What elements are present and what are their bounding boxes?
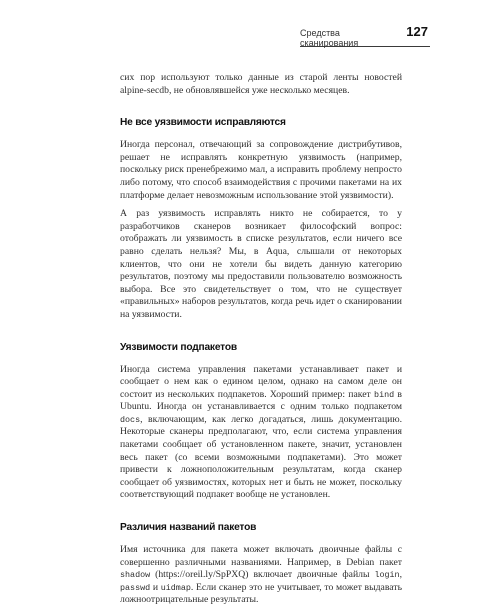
page-number: 127 <box>406 24 428 39</box>
s3-text-c: , <box>399 569 402 581</box>
s2-text-a: Иногда система управления пакетами устанавливает пакет и сообщает о нем как о едином целом, однако на самом деле он состоит из нескольких подпакетов. Хороший пример: пакет <box>120 363 402 400</box>
s3-text-b: (https://oreil.ly/SpPXQ) включает двоичные файлы <box>150 569 375 581</box>
chapter-title: Средства сканирования <box>300 28 359 48</box>
section3-paragraph <box>120 544 402 607</box>
code-docs: docs <box>120 414 141 425</box>
page-body <box>120 72 402 607</box>
intro-text-end: , не обновлявшейся уже несколько месяцев. <box>168 84 350 96</box>
section2-paragraph <box>120 364 402 503</box>
s2-text-c: , включающим, как легко догадаться, лишь документацию. Некоторые сканеры предполагают, что, если система управления пакетами сообщает об установленном пакете, значит, установлен весь пакет (со всеми возможными подпакетами). Это может привести к ложноположительным результатам, когда сканер сообщает об уязвимостях, которых нет и быть не может, поскольку соответствующий подпакет вообще не установлен. <box>120 413 402 501</box>
s3-text-a: Имя источника для пакета может включать двоичные файлы с совершенно различными названиями. Например, в Debian пакет <box>120 544 402 568</box>
intro-code: alpine-secdb <box>120 84 169 96</box>
intro-paragraph <box>120 72 402 97</box>
section1-paragraph-2: А раз уязвимость исправлять никто не собирается, то у разработчиков сканеров возникает философский вопрос: отображать ли уязвимость в списке результатов, если ничего все равно сделать нельзя? Мы, в Aqua, слышали от некоторых клиентов, что они не хотели бы видеть данную категорию результатов, поэтому мы предоставили пользователю возможность выбора. Все это свидетельствует о том, что не существует «правильных» наборов результатов, когда речь идет о сканировании на уязвимости. <box>120 208 402 320</box>
intro-text: сих пор используют только данные из старой ленты новостей <box>120 72 402 83</box>
s2-text-b: в Ubuntu. Иногда он устанавливается с одним только подпакетом <box>120 388 402 413</box>
code-uidmap: uidmap <box>160 582 191 593</box>
code-passwd: passwd <box>120 582 151 593</box>
section-heading-subpackages: Уязвимости подпакетов <box>120 341 237 353</box>
section-heading-unfixed: Не все уязвимости исправляются <box>120 117 286 129</box>
code-login: login <box>374 570 400 581</box>
running-header <box>300 24 430 47</box>
s3-text-e: . Если сканер это не учитывает, то может выдавать ложноотрицательные результаты. <box>120 581 403 606</box>
code-shadow: shadow <box>120 570 151 581</box>
section1-paragraph-1: Иногда персонал, отвечающий за сопровождение дистрибутивов, решает не исправлять конкретную уязвимость (например, поскольку риск пренебрежимо мал, а исправить проблему непросто либо потому, что способ взаимодействия с прочими пакетами на их платформе делает невозможным использование этой уязвимости). <box>120 139 402 201</box>
code-bind: bind <box>374 389 395 400</box>
s3-text-d: и <box>150 581 161 593</box>
section-heading-names: Различия названий пакетов <box>120 522 257 534</box>
